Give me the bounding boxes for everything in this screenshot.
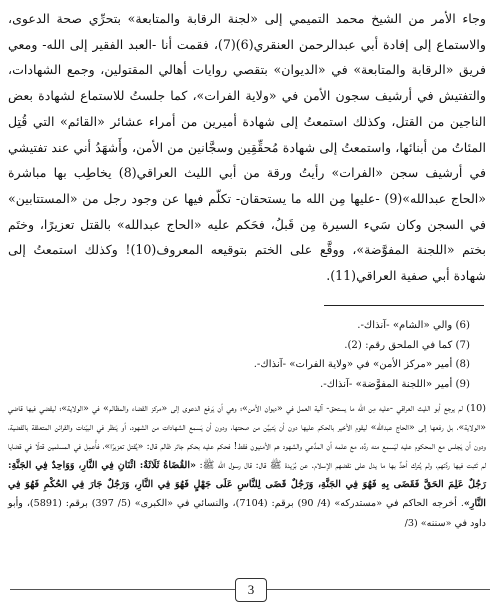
main-paragraph: وجاء الأمر من الشيخ محمد التميمي إلى «لجنة الرقابة والمتابعة» بتحرِّي صحة الدعوى، والاستماع إلى إفادة أبي عبدالرحمن العنقري(6)(7)، فقمت أنا -العبد الفقير إلى الله- ومعي فريق «الرقابة والمتابعة» في «الديوان» بتقصي روايات أهالي المقتولين، وجمع الشهادات، والتفتيش في أرشيف سجون الأمن في «ولاية الفرات»، كما جلستُ للاستماع لشهادة بعض الناجين من القتل، وكذلك استمعتُ إلى شهادة أميرين من أمراء عشائر «القائم» التي قُتِل المئاتُ من أبنائها، واستمعتُ إلى شهادة مُحقِّقِين وسجَّانين من الأمن، وأَشهَدُ أني عند تفتيشي في أرشيف سجن «الفرات» رأيتُ ورقة من أبي الليث العراقي(8) يخاطِب بها مباشرة «الحاج عبدالله»(9) -عليها مِن الله ما يستحقان- تكلّم فيها عن وجود رجل من «المستتابين» في السجن وكان سَيء السيرة مِن قَبلُ، فحَكم عليه «الحاج عبدالله» بالقتل تعزيرًا، وختَم بختم «اللجنة المفوَّضة»، ووقَّع على الختم بتوقيعه المعروف(10)! وكذلك استمعتُ إلى شهادة أبي صفية العراقي(11). [8, 11, 487, 284]
footnote-10-reference: . أخرجه الحاكم في «مستدركه» (4/ 90) برقم: (7104)، والنسائي في «الكبرى» (5/ 397) برقم: (5891)، وأبو داود في «سننه» (3/ [8, 498, 486, 529]
footnotes-short-list [10, 316, 470, 394]
main-body [8, 6, 486, 289]
footnote-separator [324, 305, 484, 306]
footnote-9: (9) أمير «اللجنة المفوَّضة» -آنذاك-. [320, 378, 470, 390]
footnote-10-intro: (10) لم يرجع أبو الليث العراقي -عليه مِن الله ما يستحق- آلية العمل في «ديوان الأمن»؛ وهي أن يَرفع الدعوى إلى «مركز القضاء والمظالم» في «الولاية»؛ ليقضي فيها قاضي «الولاية»، بل رفعها إلى «الحاج عبدالله» ليقوم الأخير بالحكم عليها دون أن يَتبيَّن من صحتها، ودون أن يَسمع الشهادات من الشهود، أو يَنظر في البيّنات والقرائن المتعلقة بالقضية، ودون أن يَجلس مع المحكوم عليه ليَسمع منه ردَّه، مع علمه أن المدَّعي والشهود هم الأمنيون فقط! فحكم عليه بحكم جائر ظالم قال: «يُقتل تعزيرًا»، فأُعمِل في المسلمين قتلًا في قضايا لم تَثبت فيها ردَّتهم، ولم يُترك أحدٌ بها ما يدل على نقضهم الإسلام. عن بُرَيدة ﷺ قال: قال رسول الله ﷺ: [8, 403, 486, 472]
page-number: 3 [235, 578, 267, 602]
footnote-6: (6) والي «الشام» -آنذاك-. [357, 320, 470, 331]
footnote-10 [8, 399, 486, 533]
footnote-7: (7) كما في الملحق رقم: (2). [344, 339, 470, 351]
footnote-10-hadith: «القُضَاةُ ثَلَاثَةٌ: اثْنَانِ فِي النَّارِ، وَوَاحِدٌ فِي الجَنَّةِ: رَجُلٌ عَلِمَ الحَقَّ فَقَضَى بِهِ فَهُوَ فِي الجَنَّةِ، وَرَجُلٌ قَضَى لِلنَّاسِ عَلَى جَهْلٍ فَهُوَ فِي النَّارِ، وَرَجُلٌ جَارَ فِي الحُكْمِ فَهُوَ فِي النَّارِ» [8, 460, 486, 510]
footnote-10-text [8, 399, 486, 533]
footnote-8: (8) أمير «مركز الأمن» في «ولاية الفرات» -آنذاك-. [253, 359, 470, 371]
